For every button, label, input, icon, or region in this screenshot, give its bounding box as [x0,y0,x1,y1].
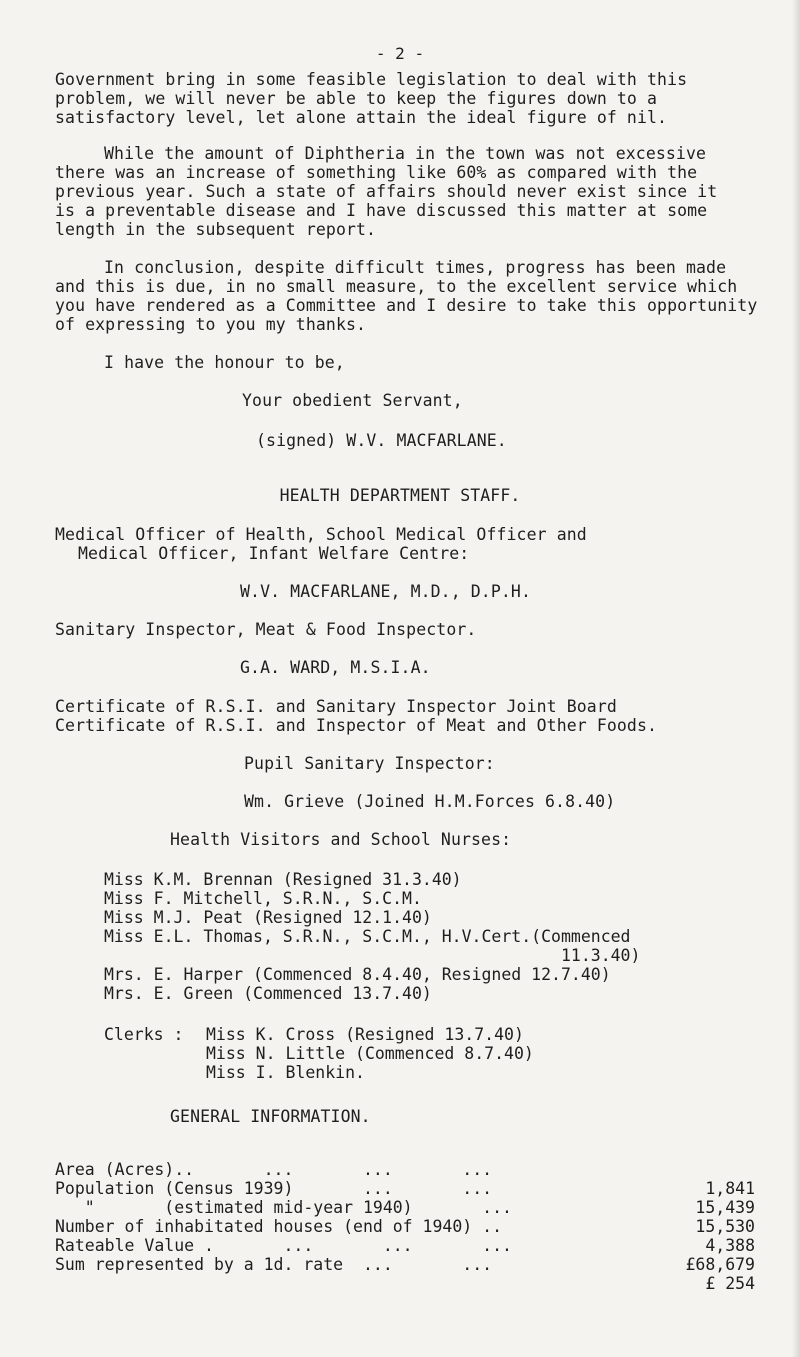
list-item: Miss F. Mitchell, S.R.N., S.C.M. [104,889,422,908]
inspector-title: Sanitary Inspector, Meat & Food Inspector. [55,620,477,639]
list-item: 11.3.40) [104,946,641,965]
table-row [55,1236,755,1312]
row-value: 4,388 [705,1236,755,1255]
general-heading: GENERAL INFORMATION. [170,1107,371,1126]
certificate-line: Certificate of R.S.I. and Sanitary Inspector Joint Board [55,697,617,716]
inspector-name: G.A. WARD, M.S.I.A. [240,658,431,677]
list-item: Miss I. Blenkin. [206,1063,365,1082]
closing-line: Your obedient Servant, [242,391,463,410]
text-line: you have rendered as a Committee and I desire to take this opportunity [55,296,758,315]
moh-name: W.V. MACFARLANE, M.D., D.P.H. [240,582,531,601]
text-line: In conclusion, despite difficult times, progress has been made [104,258,727,277]
list-item: Miss K. Cross (Resigned 13.7.40) [206,1025,524,1044]
text-line: there was an increase of something like 60% as compared with the [55,163,698,182]
moh-title-line: Medical Officer of Health, School Medical Officer and [55,525,587,544]
row-value: £68,679 [685,1255,755,1274]
pupil-name: Wm. Grieve (Joined H.M.Forces 6.8.40) [244,792,616,811]
text-line: of expressing to you my thanks. [55,315,367,334]
text-line: previous year. Such a state of affairs should never exist since it [55,182,718,201]
list-item: Miss M.J. Peat (Resigned 12.1.40) [104,908,432,927]
page-number: - 2 - [375,44,425,63]
text-line: Government bring in some feasible legislation to deal with this [55,70,688,89]
clerks-label: Clerks : [104,1025,184,1044]
row-label: " (estimated mid-year 1940) ... [55,1198,512,1217]
visitors-heading: Health Visitors and School Nurses: [170,830,512,849]
text-line: problem, we will never be able to keep the figures down to a [55,89,658,108]
list-item: Miss E.L. Thomas, S.R.N., S.C.M., H.V.Cert.(Commenced [104,927,631,946]
certificate-line: Certificate of R.S.I. and Inspector of Meat and Other Foods. [55,716,658,735]
pupil-heading: Pupil Sanitary Inspector: [244,754,495,773]
row-label: Number of inhabitated houses (end of 1940) .. [55,1217,503,1236]
text-line: and this is due, in no small measure, to the excellent service which [55,277,738,296]
row-label: Rateable Value . ... ... ... [55,1236,512,1255]
list-item: Miss N. Little (Commenced 8.7.40) [206,1044,534,1063]
row-value: 1,841 [705,1179,755,1198]
list-item: Mrs. E. Harper (Commenced 8.4.40, Resigned 12.7.40) [104,965,611,984]
row-label: Sum represented by a 1d. rate ... ... [55,1255,493,1274]
row-label: Population (Census 1939) ... ... [55,1179,493,1198]
signature-line: (signed) W.V. MACFARLANE. [256,431,507,450]
staff-heading: HEALTH DEPARTMENT STAFF. [279,486,521,505]
text-line: length in the subsequent report. [55,220,377,239]
text-line: is a preventable disease and I have discussed this matter at some [55,201,708,220]
honour-line: I have the honour to be, [104,353,345,372]
list-item: Mrs. E. Green (Commenced 13.7.40) [104,984,432,1003]
row-label: Area (Acres).. ... ... ... [55,1160,493,1179]
text-line: satisfactory level, let alone attain the ideal figure of nil. [55,108,668,127]
row-value: 15,439 [695,1198,755,1217]
list-item: Miss K.M. Brennan (Resigned 31.3.40) [104,870,462,889]
row-value: £ 254 [705,1274,755,1293]
moh-title-line: Medical Officer, Infant Welfare Centre: [78,544,470,563]
page-edge-shadow [792,0,800,1357]
text-line: While the amount of Diphtheria in the town was not excessive [104,144,707,163]
row-value: 15,530 [695,1217,755,1236]
